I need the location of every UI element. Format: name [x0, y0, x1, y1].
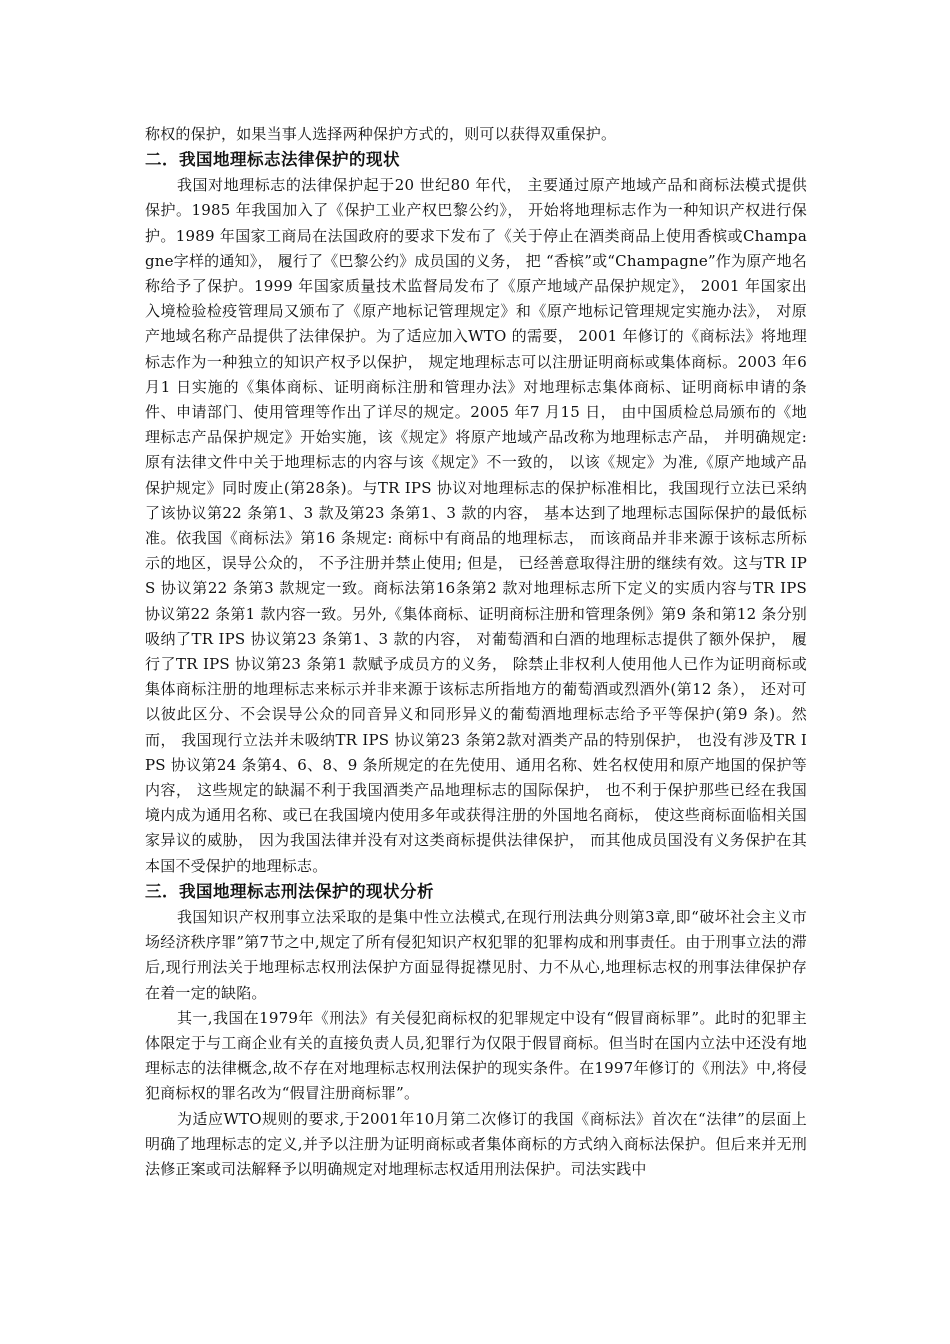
- section-heading-3: 三．我国地理标志刑法保护的现状分析: [145, 881, 434, 901]
- section-heading-2: 二．我国地理标志法律保护的现状: [145, 150, 400, 170]
- paragraph-legal-protection-status: 我国对地理标志的法律保护起于20 世纪80 年代， 主要通过原产地域产品和商标法模式提供保护。1985 年我国加入了《保护工业产权巴黎公约》， 开始将地理标志作为一种知识产权进行保护。1989 年国家工商局在法国政府的要求下发布了《关于停止在酒类商品上使用香槟或Champagne字样的通知》， 履行了《巴黎公约》成员国的义务， 把 “香槟”或“Champagne”作为原产地名称给予了保护。1999 年国家质量技术监督局发布了《原产地域产品保护规定》， 2001 年国家出入境检验检疫管理局又颁布了《原产地标记管理规定》和《原产地标记管理规定实施办法》， 对原产地域名称产品提供了法律保护。为了适应加入WTO 的需要， 2001 年修订的《商标法》将地理标志作为一种独立的知识产权予以保护， 规定地理标志可以注册证明商标或集体商标。2003 年6 月1 日实施的《集体商标、证明商标注册和管理办法》对地理标志集体商标、证明商标申请的条件、申请部门、使用管理等作出了详尽的规定。2005 年7 月15 日， 由中国质检总局颁布的《地理标志产品保护规定》开始实施，该《规定》将原产地域产品改称为地理标志产品， 并明确规定: 原有法律文件中关于地理标志的内容与该《规定》不一致的， 以该《规定》为准,《原产地域产品保护规定》同时废止(第28条)。与TR IPS 协议对地理标志的保护标准相比，我国现行立法已采纳了该协议第22 条第1、3 款及第23 条第1、3 款的内容， 基本达到了地理标志国际保护的最低标准。依我国《商标法》第16 条规定: 商标中有商品的地理标志， 而该商品并非来源于该标志所标示的地区，误导公众的， 不予注册并禁止使用; 但是， 已经善意取得注册的继续有效。这与TR IPS 协议第22 条第3 款规定一致。商标法第16条第2 款对地理标志所下定义的实质内容与TR IPS 协议第22 条第1 款内容一致。另外,《集体商标、证明商标注册和管理条例》第9 条和第12 条分别吸纳了TR IPS 协议第23 条第1、3 款的内容， 对葡萄酒和白酒的地理标志提供了额外保护， 履行了TR IPS 协议第23 条第1 款赋予成员方的义务， 除禁止非权利人使用他人已作为证明商标或集体商标注册的地理标志来标示并非来源于该标志所指地方的葡萄酒或烈酒外(第12 条）， 还对可以彼此区分、不会误导公众的同音异义和同形异义的葡萄酒地理标志给予平等保护(第9 条)。然而， 我国现行立法并未吸纳TR IPS 协议第23 条第2款对酒类产品的特别保护， 也没有涉及TR IPS 协议第24 条第4、6、8、9 条所规定的在先使用、通用名称、姓名权使用和原产地国的保护等内容， 这些规定的缺漏不利于我国酒类产品地理标志的国际保护， 也不利于保护那些已经在我国境内成为通用名称、或已在我国境内使用多年或获得注册的外国地名商标， 使这些商标面临相关国家异议的威胁， 因为我国法律并没有对这类商标提供法律保护， 而其他成员国没有义务保护在其本国不受保护的地理标志。: [145, 176, 808, 875]
- paragraph-continuation: 称权的保护，如果当事人选择两种保护方式的，则可以获得双重保护。: [145, 125, 617, 143]
- paragraph-criminal-legislation-mode: 我国知识产权刑事立法采取的是集中性立法模式,在现行刑法典分则第3章,即“破坏社会主义市场经济秩序罪”第7节之中,规定了所有侵犯知识产权犯罪的犯罪构成和刑事责任。由于刑事立法的滞后,现行刑法关于地理标志权刑法保护方面显得捉襟见肘、力不从心,地理标志权的刑事法律保护存在着一定的缺陷。: [145, 907, 807, 1002]
- paragraph-first-point-1979: 其一,我国在1979年《刑法》有关侵犯商标权的犯罪规定中设有“假冒商标罪”。此时的犯罪主体限定于与工商企业有关的直接负责人员,犯罪行为仅限于假冒商标。但当时在国内立法中还没有地理标志的法律概念,故不存在对地理标志权刑法保护的现实条件。在1997年修订的《刑法》中,将侵犯商标权的罪名改为“假冒注册商标罪”。: [145, 1008, 807, 1103]
- paragraph-wto-amendment: 为适应WTO规则的要求,于2001年10月第二次修订的我国《商标法》首次在“法律”的层面上明确了地理标志的定义,并予以注册为证明商标或者集体商标的方式纳入商标法保护。但后来并无刑法修正案或司法解释予以明确规定对地理标志权适用刑法保护。司法实践中: [145, 1109, 807, 1178]
- document-page: [145, 122, 807, 1182]
